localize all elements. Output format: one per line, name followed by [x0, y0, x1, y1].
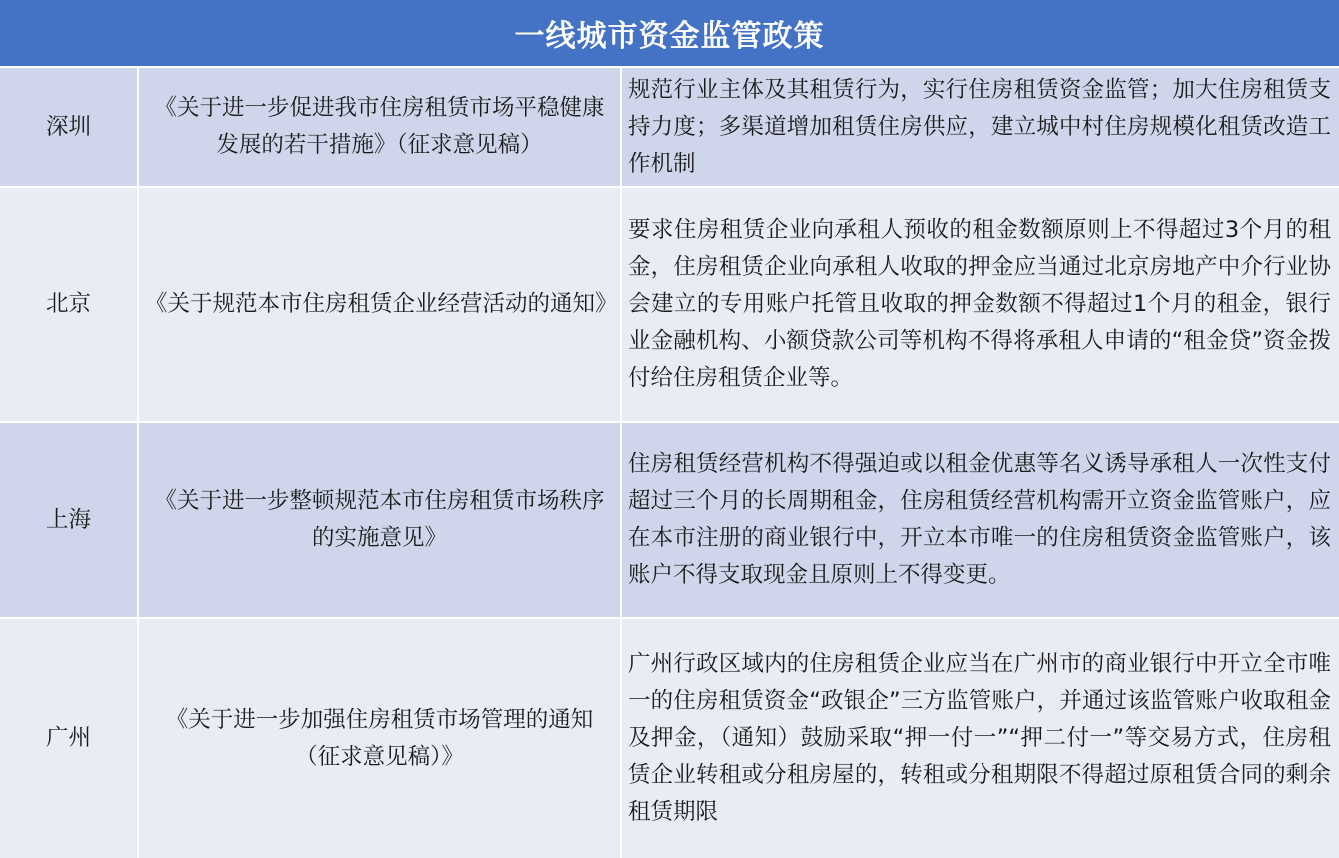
city-cell: 广州 — [45, 725, 91, 751]
city-cell: 北京 — [45, 291, 91, 317]
column-divider — [137, 66, 139, 858]
content-cell: 广州行政区域内的住房租赁企业应当在广州市的商业银行中开立全市唯一的住房租赁资金“政银企”三方监管账户，并通过该监管账户收取租金及押金，（通知）鼓励采取“押一付一”“押二付一”等交易方式，住房租赁企业转租或分租房屋的，转租或分租期限不得超过原租赁合同的剩余租赁期限 — [628, 651, 1331, 825]
policy-cell: 《关于进一步加强住房租赁市场管理的通知（征求意见稿）》 — [165, 706, 594, 770]
table-row — [0, 421, 1339, 617]
table-row — [0, 617, 1339, 858]
content-cell: 住房租赁经营机构不得强迫或以租金优惠等名义诱导承租人一次性支付超过三个月的长周期租金，住房租赁经营机构需开立资金监管账户，应在本市注册的商业银行中，开立本市唯一的住房租赁资金监管账户，该账户不得支取现金且原则上不得变更。 — [628, 451, 1331, 588]
column-divider — [620, 66, 622, 858]
policy-cell: 《关于进一步促进我市住房租赁市场平稳健康发展的若干措施》（征求意见稿） — [154, 95, 605, 158]
table-row — [0, 186, 1339, 421]
content-cell: 规范行业主体及其租赁行为，实行住房租赁资金监管；加大住房租赁支持力度；多渠道增加租赁住房供应，建立城中村住房规模化租赁改造工作机制 — [628, 76, 1331, 177]
table-title: 一线城市资金监管政策 — [0, 0, 1339, 66]
city-cell: 上海 — [45, 506, 91, 533]
content-cell: 要求住房租赁企业向承租人预收的租金数额原则上不得超过3个月的租金，住房租赁企业向承租人收取的押金应当通过北京房地产中介行业协会建立的专用账户托管且收取的押金数额不得超过1个月的租金，银行业金融机构、小额贷款公司等机构不得将承租人申请的“租金贷”资金拨付给住房租赁企业等。 — [628, 217, 1331, 391]
policy-cell: 《关于进一步整顿规范本市住房租赁市场秩序的实施意见》 — [154, 488, 605, 551]
table-row — [0, 66, 1339, 186]
policy-cell: 《关于规范本市住房租赁企业经营活动的通知》 — [145, 291, 618, 317]
city-cell: 深圳 — [45, 113, 91, 140]
